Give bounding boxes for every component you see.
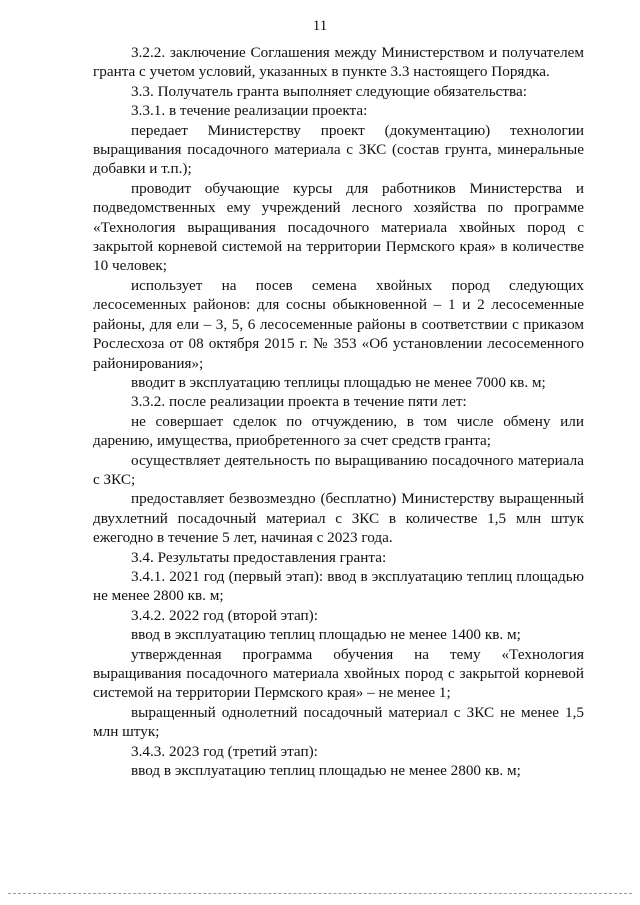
paragraph-training-courses: проводит обучающие курсы для работников Министерства и подведомственных ему учреждений лесного хозяйства по программе «Технология выращивания посадочного материала хвойных пород с закрытой корневой системой на территории Пермского края» в количестве 10 человек; bbox=[93, 179, 584, 275]
paragraph-3-3: 3.3. Получатель гранта выполняет следующие обязательства: bbox=[131, 82, 527, 100]
paragraph-greenhouse-7000: вводит в эксплуатацию теплицы площадью не менее 7000 кв. м; bbox=[131, 373, 546, 391]
paragraph-training-program: утвержденная программа обучения на тему «Технология выращивания посадочного материала хвойных пород с закрытой корневой системой на территории Пермского края» – не менее 1; bbox=[93, 645, 584, 702]
page-number: 11 bbox=[312, 18, 328, 34]
paragraph-one-year-material: выращенный однолетний посадочный материал с ЗКС не менее 1,5 млн штук; bbox=[93, 703, 584, 741]
paragraph-no-alienation: не совершает сделок по отчуждению, в том числе обмену или дарению, имущества, приобретенного за счет средств гранта; bbox=[93, 412, 584, 450]
paragraph-seed-zones: использует на посев семена хвойных пород следующих лесосеменных районов: для сосны обыкновенной – 1 и 2 лесосеменные районы, для ели – 3, 5, 6 лесосеменные районы в соответствии с приказом Рослесхоза от 08 октября 2015 г. № 353 «Об установлении лесосеменного районирования»; bbox=[93, 276, 584, 372]
paragraph-3-4: 3.4. Результаты предоставления гранта: bbox=[131, 548, 387, 566]
paragraph-3-4-3: 3.4.3. 2023 год (третий этап): bbox=[131, 742, 318, 760]
paragraph-3-2-2: 3.2.2. заключение Соглашения между Министерством и получателем гранта с учетом условий, указанных в пункте 3.3 настоящего Порядка. bbox=[93, 44, 584, 81]
document-body bbox=[93, 43, 584, 780]
paragraph-free-supply: предоставляет безвозмездно (бесплатно) Министерству выращенный двухлетний посадочный материал с ЗКС в количестве 1,5 млн штук ежегодно в течение 5 лет, начиная с 2023 года. bbox=[93, 490, 584, 547]
paragraph-3-3-1: 3.3.1. в течение реализации проекта: bbox=[131, 102, 368, 120]
paragraph-cultivation: осуществляет деятельность по выращиванию посадочного материала с ЗКС; bbox=[93, 451, 584, 488]
paragraph-greenhouse-2800: ввод в эксплуатацию теплиц площадью не менее 2800 кв. м; bbox=[131, 762, 521, 780]
paragraph-3-4-1: 3.4.1. 2021 год (первый этап): ввод в эксплуатацию теплиц площадью не менее 2800 кв. м; bbox=[93, 567, 584, 605]
paragraph-greenhouse-1400: ввод в эксплуатацию теплиц площадью не менее 1400 кв. м; bbox=[131, 626, 521, 644]
page-bottom-divider bbox=[8, 893, 632, 894]
paragraph-transfer-project: передает Министерству проект (документацию) технологии выращивания посадочного материала с ЗКС (состав грунта, минеральные добавки и т.п.); bbox=[93, 121, 584, 178]
paragraph-3-4-2: 3.4.2. 2022 год (второй этап): bbox=[131, 606, 318, 624]
paragraph-3-3-2: 3.3.2. после реализации проекта в течение пяти лет: bbox=[131, 393, 467, 411]
